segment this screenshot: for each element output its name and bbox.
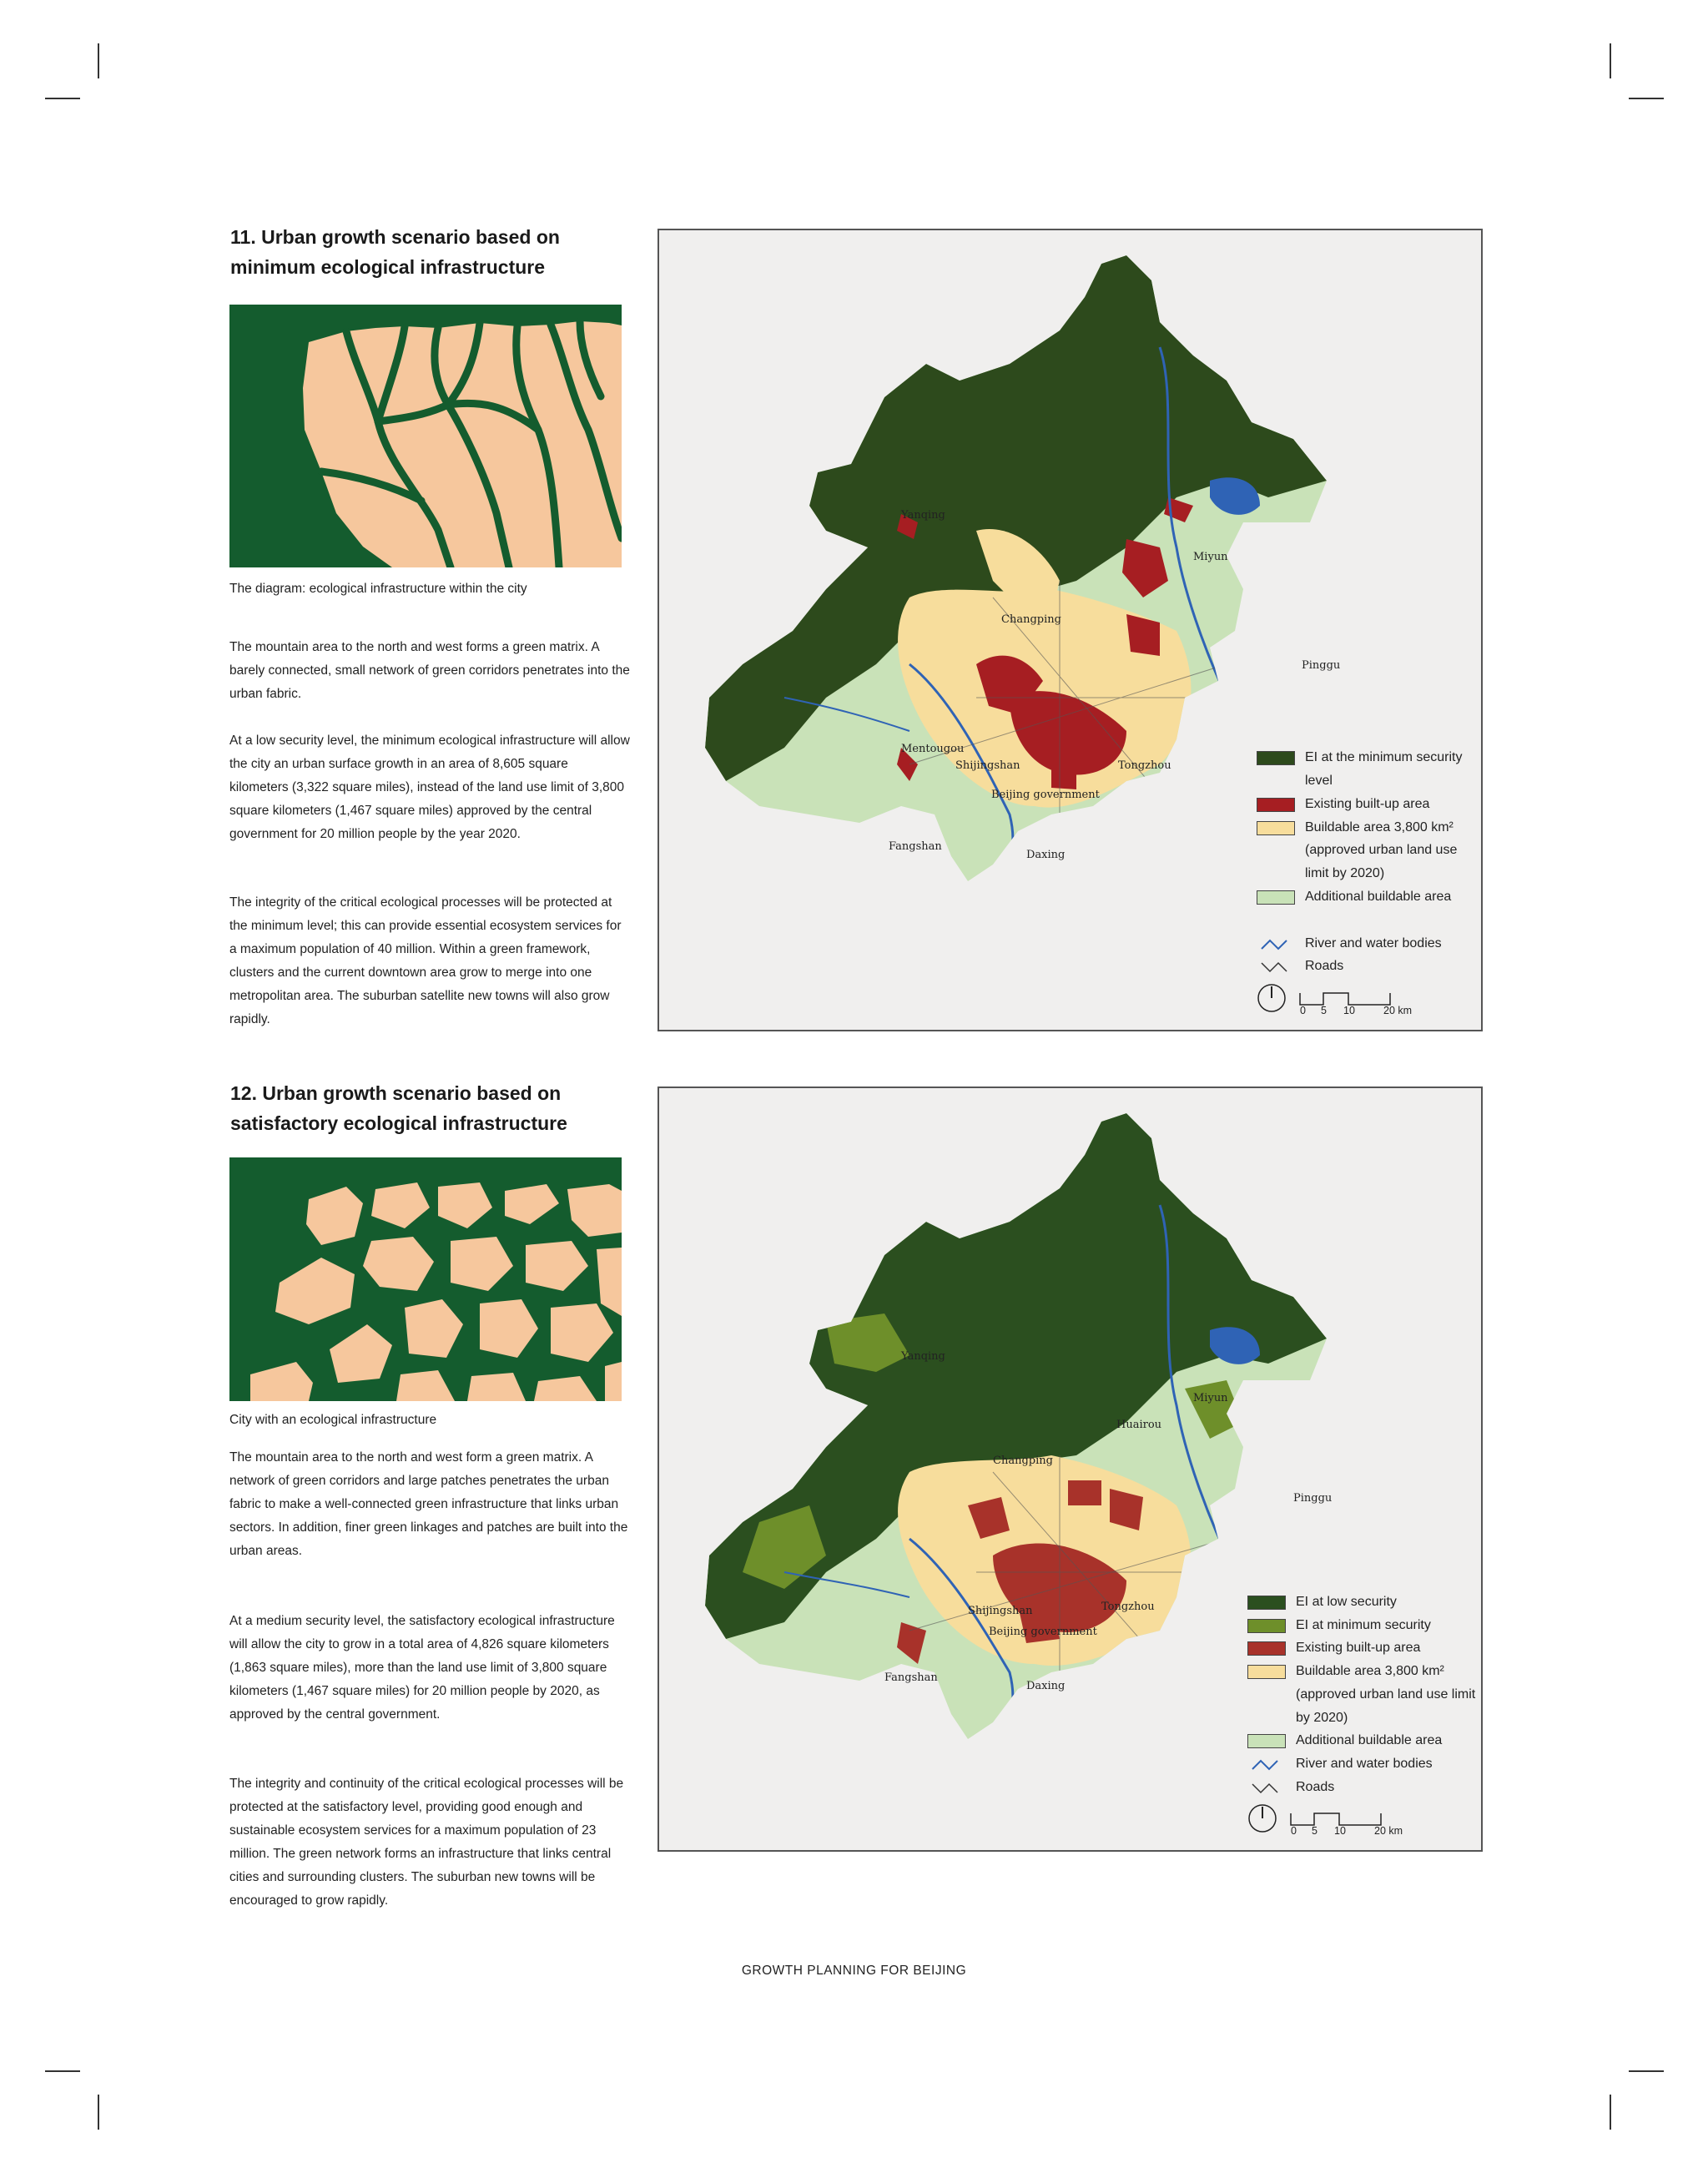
crop-mark-top-right-v [1610,43,1611,78]
heading-line: 11. Urban growth scenario based on [230,226,560,248]
crop-mark-bottom-left-h [45,2070,80,2072]
legend-label: Buildable area 3,800 km² (approved urban land use limit by 2020) [1296,1664,1476,1725]
place-label: Changping [993,1455,1053,1467]
place-label: Miyun [1193,551,1228,563]
place-label: Tongzhou [1101,1601,1155,1613]
scale-label: 0 [1291,1825,1297,1838]
crop-mark-bottom-left-v [98,2095,99,2130]
scale-bar [1247,1803,1477,1840]
legend-item [1257,932,1474,955]
place-label: Tongzhou [1118,759,1171,772]
legend-label: Roads [1305,959,1344,974]
place-label: Fangshan [884,1671,938,1684]
place-label: Beijing government [991,789,1100,801]
legend-item [1257,816,1474,885]
place-label: Pinggu [1293,1492,1333,1505]
legend-item [1257,746,1474,793]
legend-swatch [1257,821,1295,835]
scale-label: 0 [1300,1005,1306,1017]
place-label: Daxing [1026,849,1066,861]
body-paragraph: At a low security level, the minimum ecological infrastructure will allow the city an urban surface growth in an area of 8,605 square kilometers (3,322 square miles), instead of the land use limit of 3,800 square kilometers (1,467 square miles) approved by the central government for 20 million people by the year 2020. [229,734,630,841]
place-label: Miyun [1193,1392,1228,1404]
heading-line: satisfactory ecological infrastructure [230,1112,567,1134]
place-label: Huairou [1116,1419,1162,1431]
place-label: Fangshan [889,840,942,853]
legend-item [1247,1614,1477,1637]
legend-label: EI at minimum security [1296,1617,1431,1632]
legend-item [1257,955,1474,978]
legend-swatch [1257,798,1295,812]
legend-item [1257,885,1474,932]
beijing-map-minimum-ei [658,229,1483,1031]
scale-label: 10 [1334,1825,1346,1838]
body-paragraph: The mountain area to the north and west form a green matrix. A network of green corridors and large patches penetrates the urban fabric to make a well-connected green infrastructure that links urban sectors. In addition, finer green linkages and patches are built into the urban areas. [229,1450,628,1558]
crop-mark-bottom-right-h [1629,2070,1664,2072]
heading-line: minimum ecological infrastructure [230,256,546,278]
body-paragraph: The mountain area to the north and west forms a green matrix. A barely connected, small network of green corridors penetrates into the urban fabric. [229,640,630,701]
body-paragraph: At a medium security level, the satisfactory ecological infrastructure will allow the city to grow in a total area of 4,826 square kilometers (1,863 square miles), more than the land use limit of 3,800 square kilometers (1,467 square miles) for 20 million people by 2020, as approved by the central government. [229,1614,615,1722]
place-label: Shijingshan [968,1605,1033,1617]
legend-label: River and water bodies [1305,935,1442,950]
legend-item [1247,1636,1477,1660]
legend-label: Additional buildable area [1305,889,1452,904]
river-icon [1251,1756,1279,1772]
section-heading [230,222,560,282]
scale-bar [1257,983,1474,1020]
crop-mark-bottom-right-v [1610,2095,1611,2130]
place-label: Yanqing [901,509,945,522]
city-ecological-infrastructure-diagram [229,1157,622,1401]
scale-label: 20 km [1383,1005,1413,1017]
place-label: Daxing [1026,1680,1066,1692]
legend-item [1247,1729,1477,1752]
ecological-infrastructure-diagram [229,305,622,567]
scale-label: 5 [1312,1825,1318,1838]
legend-swatch [1247,1619,1286,1633]
place-label: Mentougou [901,743,965,755]
body-paragraph: The integrity and continuity of the critical ecological processes will be protected at the satisfactory level, providing good enough and sustainable ecosystem services for a maximum population of 23 million. The green network forms an infrastructure that links central cities and surrounding clusters. The suburban new towns will be encouraged to grow rapidly. [229,1777,624,1908]
road-icon [1260,958,1288,975]
place-label: Changping [1001,613,1061,626]
legend-label: Existing built-up area [1296,1641,1421,1656]
place-label: Beijing government [989,1626,1097,1638]
legend-item [1247,1752,1477,1776]
body-paragraph: The integrity of the critical ecological processes will be protected at the minimum level; this can provide essential ecosystem services for a maximum population of 40 million. Within a green framework, clusters and the current downtown area grow to merge into one metropolitan area. The suburban satellite new towns will also grow rapidly. [229,895,622,1026]
legend-swatch [1247,1734,1286,1748]
legend-label: EI at low security [1296,1595,1397,1609]
place-label: Shijingshan [955,759,1020,772]
scale-label: 10 [1343,1005,1355,1017]
legend-swatch [1247,1641,1286,1656]
river-icon [1260,935,1288,952]
legend-item [1247,1776,1477,1799]
crop-mark-top-right-h [1629,98,1664,99]
page-footer: GROWTH PLANNING FOR BEIJING [741,1964,967,1978]
beijing-map-satisfactory-ei [658,1087,1483,1852]
road-icon [1251,1779,1279,1796]
legend-label: River and water bodies [1296,1756,1433,1771]
legend-label: Existing built-up area [1305,797,1430,811]
legend-swatch [1247,1596,1286,1610]
legend-label: Buildable area 3,800 km² (approved urban land use limit by 2020) [1305,819,1458,881]
legend-swatch [1247,1665,1286,1679]
legend-label: EI at the minimum security level [1305,750,1463,788]
legend-item [1257,793,1474,816]
scale-label: 20 km [1374,1825,1403,1838]
map-legend [1257,746,1474,1020]
legend-swatch [1257,890,1295,905]
section-heading [230,1078,567,1138]
map-legend [1247,1591,1477,1840]
legend-label: Roads [1296,1779,1335,1794]
crop-mark-top-left-v [98,43,99,78]
legend-swatch [1257,751,1295,765]
heading-line: 12. Urban growth scenario based on [230,1082,562,1104]
legend-item [1247,1660,1477,1729]
legend-label: Additional buildable area [1296,1733,1443,1748]
crop-mark-top-left-h [45,98,80,99]
scale-label: 5 [1321,1005,1327,1017]
diagram-caption: City with an ecological infrastructure [229,1413,437,1427]
place-label: Yanqing [901,1350,945,1363]
place-label: Pinggu [1302,659,1341,672]
legend-item [1247,1591,1477,1614]
diagram-caption: The diagram: ecological infrastructure within the city [229,582,527,596]
